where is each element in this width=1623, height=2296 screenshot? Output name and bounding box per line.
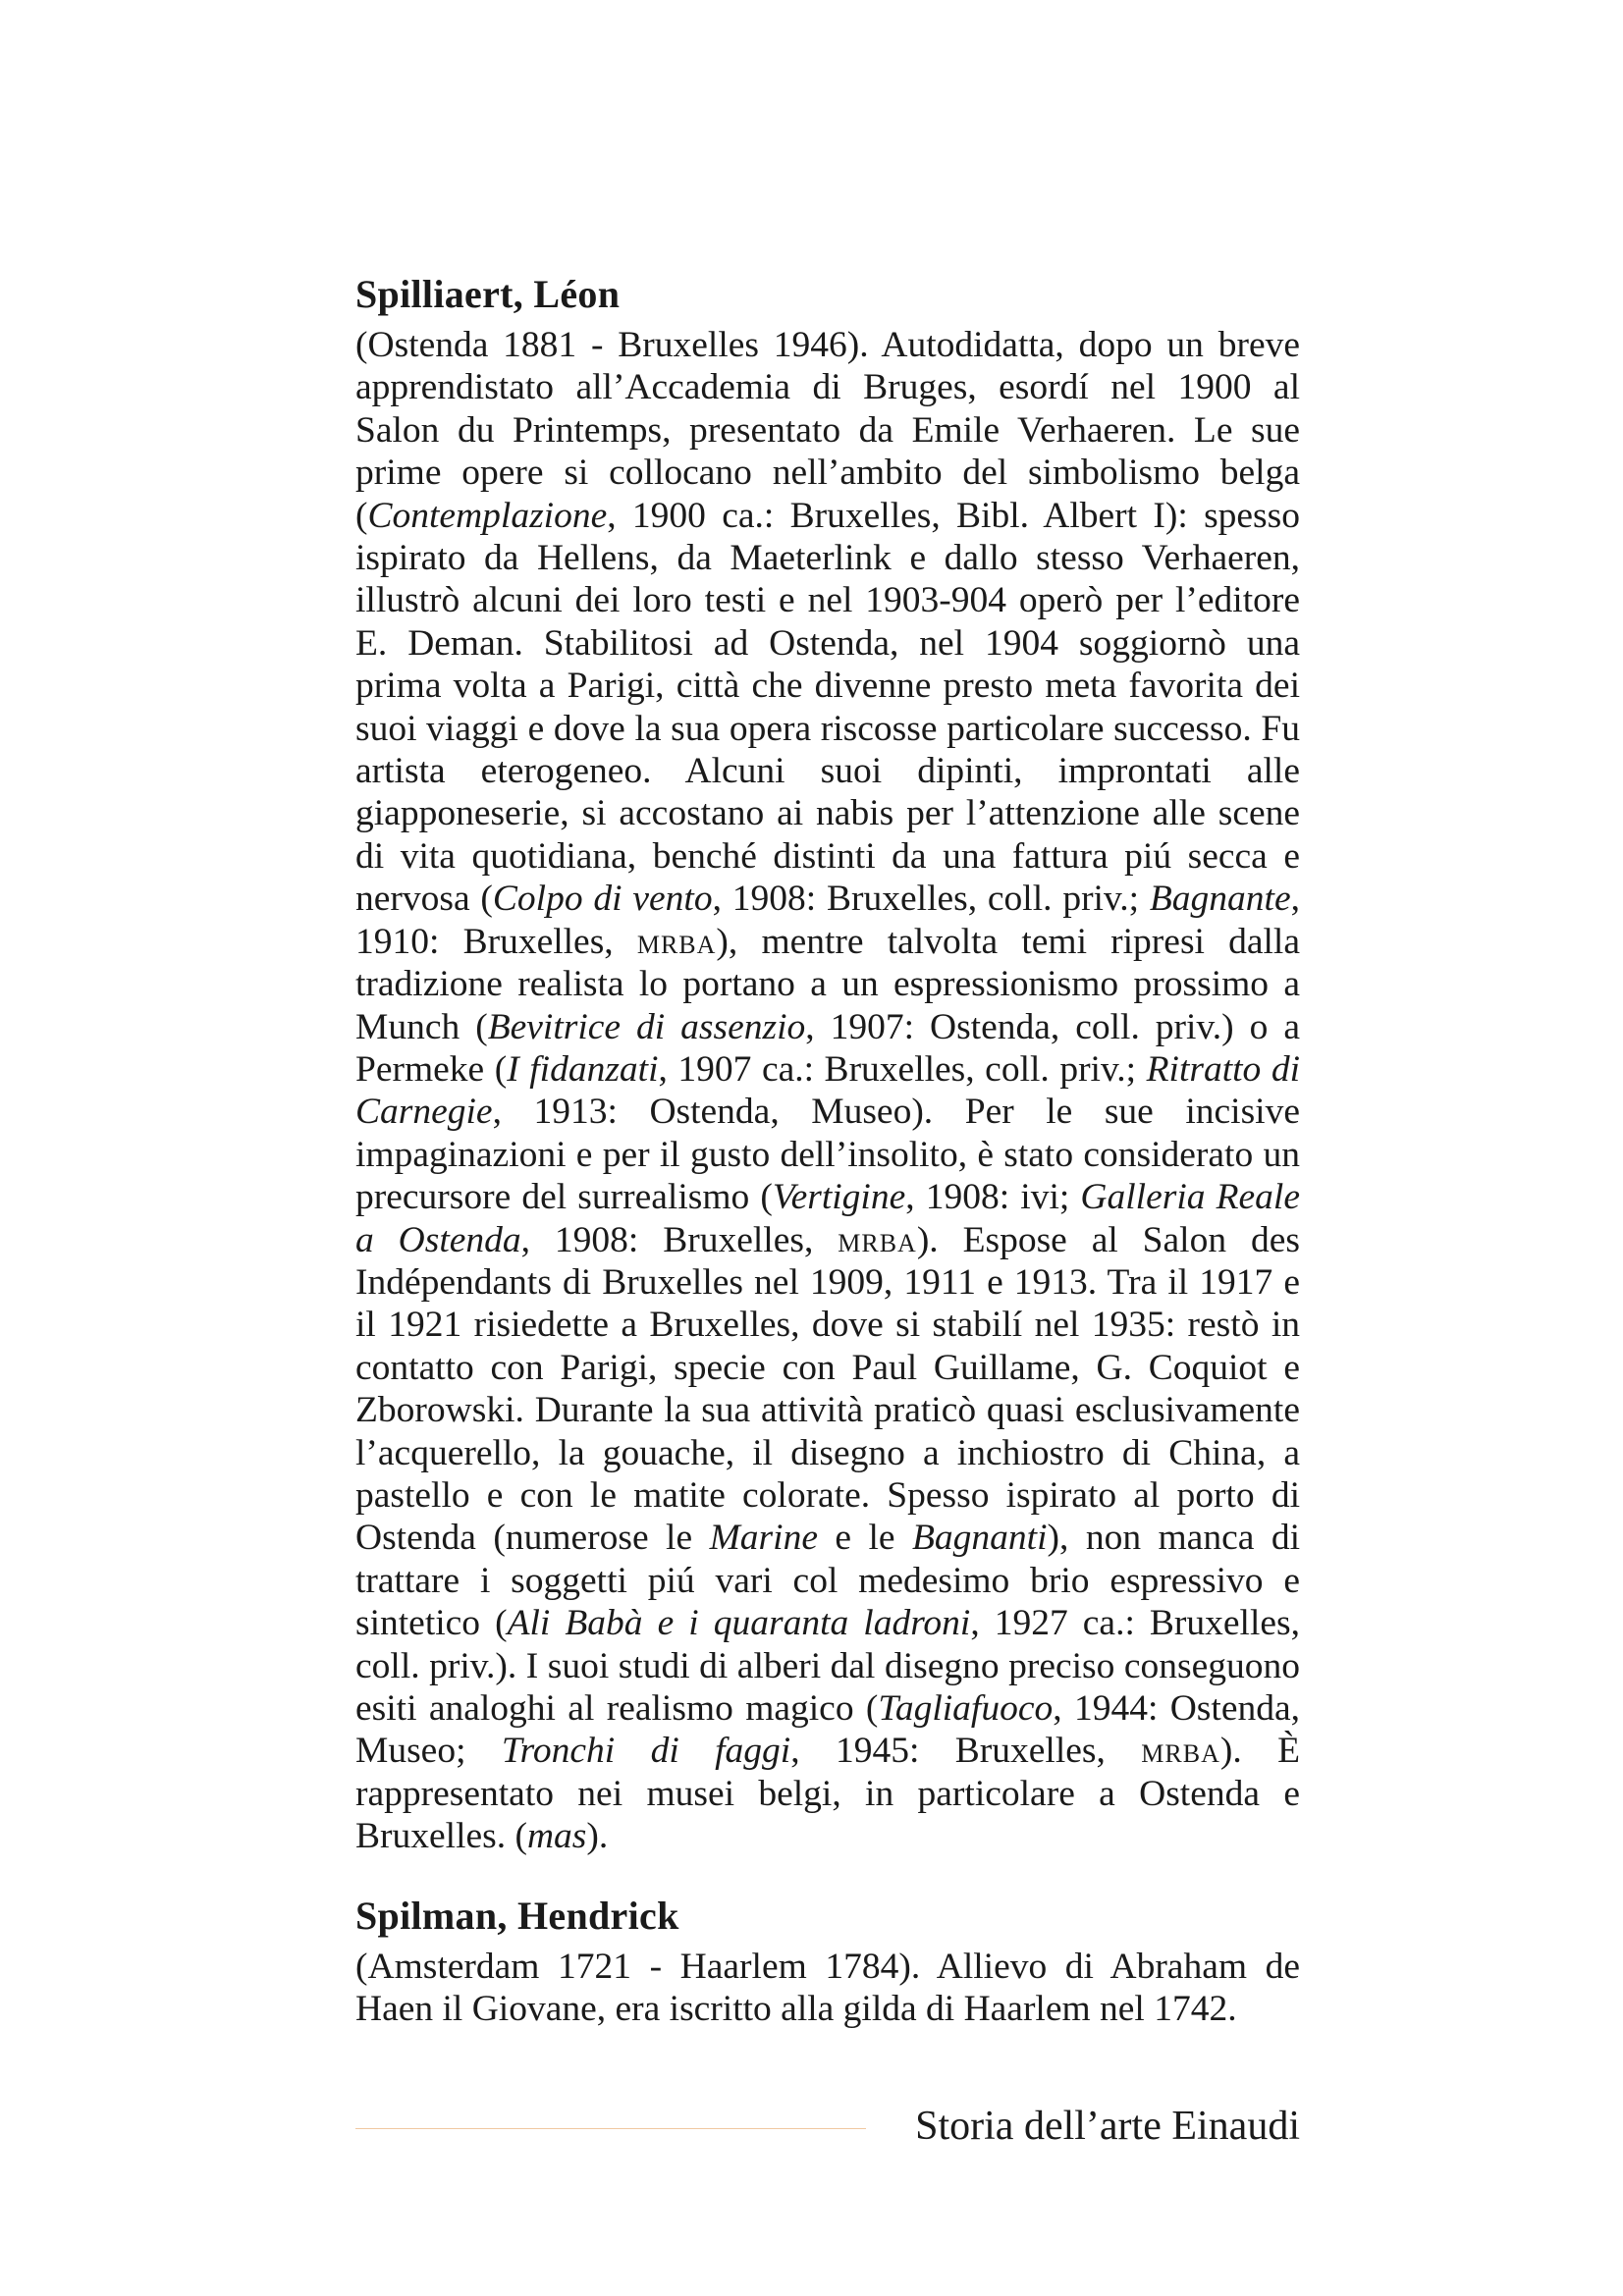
italic-title: mas (526, 1816, 587, 1857)
entry-title: Spilman, Hendrick (355, 1893, 679, 1938)
entry-title: Spilliaert, Léon (355, 272, 621, 316)
italic-title: Galleria Reale a Ostenda (355, 1177, 1300, 1260)
text-run: , 1913: Ostenda, Museo). Per le sue incisive impaginazioni e per il gusto dell’insolito, è stato considerato un precursore del surrealismo ( (355, 1092, 1300, 1218)
italic-title: Bevitrice di assenzio (487, 1006, 806, 1047)
entry-body (355, 324, 1300, 1858)
text-run: , 1945: Bruxelles, (790, 1731, 1142, 1772)
text-run: (Amsterdam 1721 - Haarlem 1784). Allievo di Abraham de Haen il Giovane, era iscritto alla gilda di Haarlem nel 1742. (355, 1946, 1300, 2030)
entry-spilman (355, 1889, 1300, 2031)
footer-publisher: Storia dell’arte Einaudi (915, 2104, 1300, 2149)
italic-title: Bagnante (1149, 879, 1291, 920)
text-run: (Ostenda 1881 - Bruxelles 1946). Autodidatta, dopo un breve apprendistato all’Accademia di Bruges, esordí nel 1900 al Salon du Printemps, presentato da Emile Verhaeren. Le sue prime opere si collocano nell’ambito del simbolismo belga ( (355, 325, 1300, 536)
text-run: ). È rappresentato nei musei belgi, in particolare a Ostenda e Bruxelles. ( (355, 1731, 1300, 1857)
text-run: , 1944: Ostenda, Museo; (355, 1688, 1300, 1772)
text-run: , 1907 ca.: Bruxelles, coll. priv.; (658, 1048, 1147, 1090)
footer-rule (355, 2128, 866, 2129)
entry-body (355, 1946, 1300, 2031)
entry-spilliaert (355, 267, 1300, 1858)
text-run: , 1927 ca.: Bruxelles, coll. priv.). I suoi studi di alberi dal disegno preciso conseguono esiti analoghi al realismo magico ( (355, 1603, 1301, 1729)
italic-title: Ritratto di Carnegie (355, 1048, 1300, 1133)
italic-title: Vertigine (772, 1177, 906, 1218)
italic-title: Bagnanti (912, 1518, 1048, 1559)
italic-title: Marine (709, 1518, 818, 1559)
page-footer (355, 2097, 1300, 2156)
text-run: ). (586, 1816, 609, 1857)
text-run: ). Espose al Salon des Indépendants di Bruxelles nel 1909, 1911 e 1913. Tra il 1917 e il 1921 risiedette a Bruxelles, dove si stabilí nel 1935: restò in contatto con Parigi, specie con Paul Guillame, G. Coquiot e Zborowski. Durante la sua attività praticò quasi esclusivamente l’acquerello, la gouache, il disegno a inchiostro di China, a pastello e con le matite colorate. Spesso ispirato al porto di Ostenda (numerose le (355, 1219, 1300, 1559)
text-run: ), non manca di trattare i soggetti piú vari col medesimo brio espressivo e sintetico ( (355, 1518, 1300, 1644)
text-run: , 1910: Bruxelles, (355, 879, 1300, 962)
italic-title: Contemplazione (367, 495, 608, 536)
text-run: , 1907: Ostenda, coll. priv.) o a Permeke ( (355, 1006, 1300, 1090)
entries-container (355, 267, 1300, 2030)
small-caps-abbreviation: mrba (838, 1219, 917, 1260)
text-run: , 1908: ivi; (905, 1177, 1081, 1218)
small-caps-abbreviation: mrba (636, 921, 717, 962)
italic-title: I fidanzati (507, 1048, 659, 1090)
italic-title: Colpo di vento (492, 879, 713, 920)
text-run: , 1908: Bruxelles, (520, 1219, 839, 1260)
small-caps-abbreviation: mrba (1141, 1731, 1220, 1772)
italic-title: Tagliafuoco (878, 1688, 1054, 1729)
text-run: e le (817, 1518, 913, 1559)
text-run: , 1900 ca.: Bruxelles, Bibl. Albert I): spesso ispirato da Hellens, da Maeterlink e dallo stesso Verhaeren, illustrò alcuni dei loro testi e nel 1903-904 operò per l’editore E. Deman. Stabilitosi ad Ostenda, nel 1904 soggiornò una prima volta a Parigi, città che divenne presto meta favorita dei suoi viaggi e dove la sua opera riscosse particolare successo. Fu artista eterogeneo. Alcuni suoi dipinti, improntati alle giapponeserie, si accostano ai nabis per l’attenzione alle scene di vita quotidiana, benché distinti da una fattura piú secca e nervosa ( (355, 495, 1300, 920)
italic-title: Ali Babà e i quaranta ladroni (507, 1603, 971, 1644)
text-run: ), mentre talvolta temi ripresi dalla tradizione realista lo portano a un espressionismo prossimo a Munch ( (355, 921, 1300, 1047)
italic-title: Tronchi di faggi (501, 1731, 791, 1772)
text-run: , 1908: Bruxelles, coll. priv.; (712, 879, 1150, 920)
